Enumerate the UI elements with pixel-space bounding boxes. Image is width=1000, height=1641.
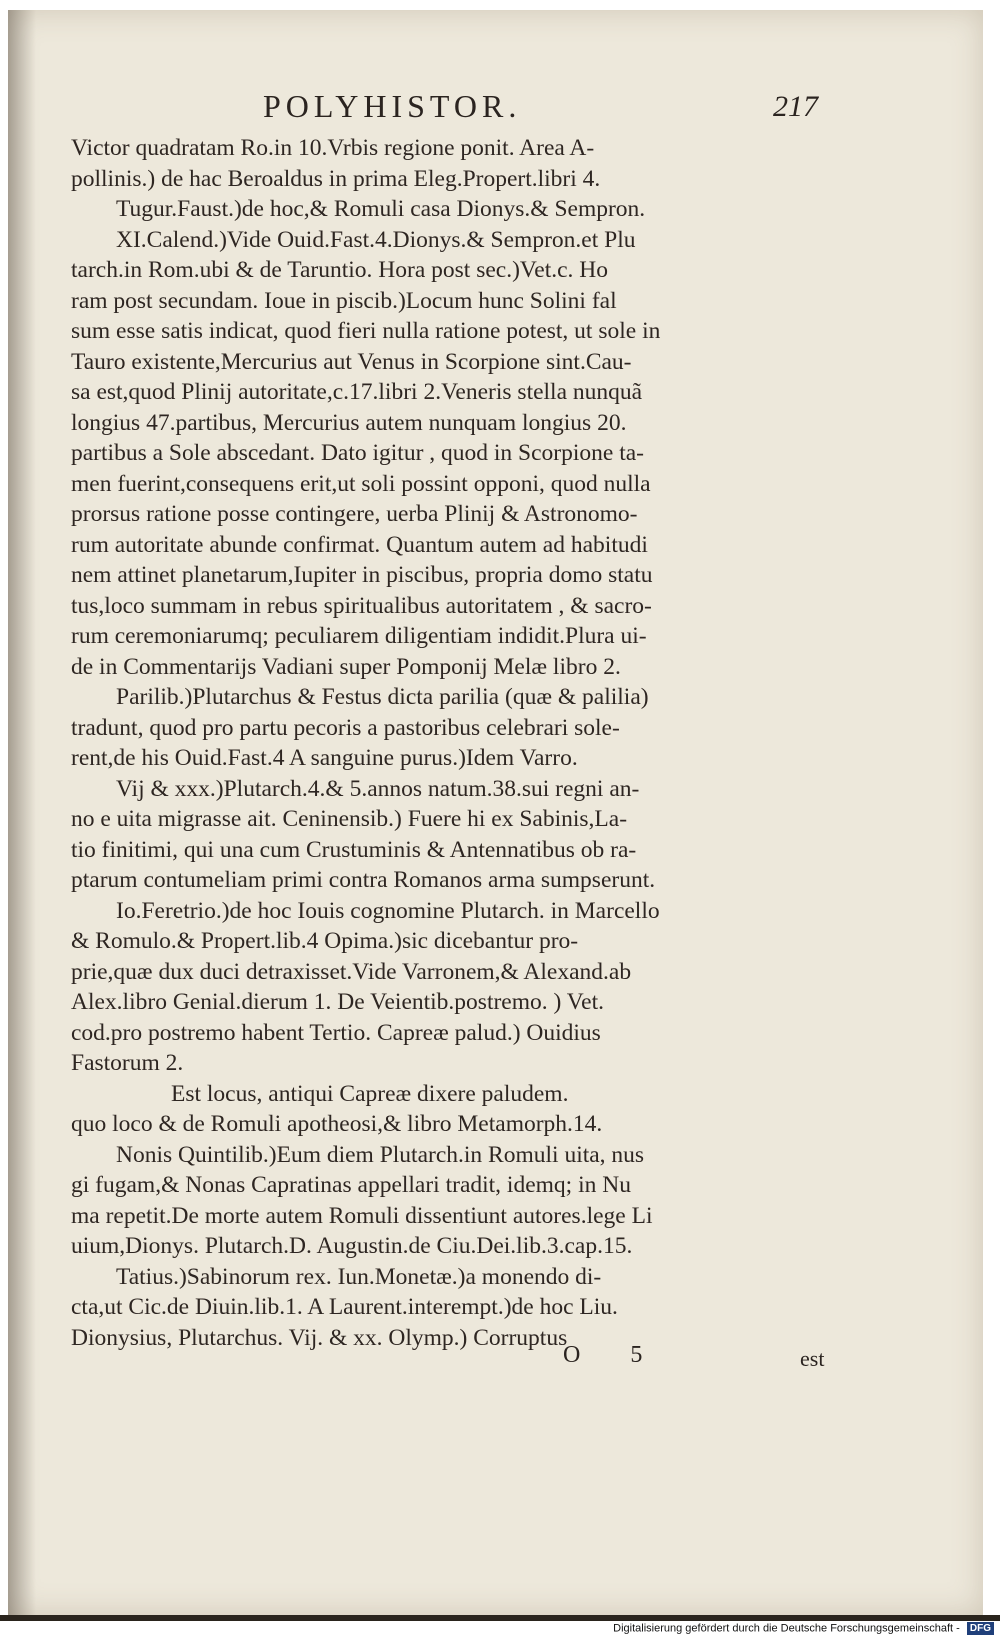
text-line: no e uita migrasse ait. Ceninensib.) Fuere hi ex Sabinis,La-	[71, 806, 628, 832]
text-line: Est locus, antiqui Capreæ dixere paludem.	[171, 1080, 569, 1107]
text-line: Dionysius, Plutarchus. Vij. & xx. Olymp.) Corruptus	[71, 1324, 568, 1351]
text-line: ptarum contumeliam primi contra Romanos arma sumpserunt.	[71, 867, 656, 893]
text-line: longius 47.partibus, Mercurius autem nunquam longius 20.	[71, 409, 627, 436]
text-line: tarch.in Rom.ubi & de Taruntio. Hora post sec.)Vet.c. Ho	[71, 257, 609, 283]
text-line: sum esse satis indicat, quod fieri nulla ratione potest, ut sole in	[71, 318, 661, 344]
digitization-credit	[613, 1622, 994, 1640]
text-line: prorsus ratione posse contingere, uerba Plinij & Astronomo-	[71, 501, 638, 527]
text-line: tradunt, quod pro partu pecoris a pastoribus celebrari sole-	[71, 714, 620, 741]
body-text	[71, 133, 831, 1353]
text-line: de in Commentarijs Vadiani super Pomponij Melæ libro 2.	[71, 653, 621, 680]
signature-mark: O 5	[563, 1342, 665, 1368]
text-line: Victor quadratam Ro.in 10.Vrbis regione ponit. Area A-	[71, 135, 595, 161]
dfg-logo: DFG	[967, 1622, 994, 1635]
text-line: pollinis.) de hac Beroaldus in prima Eleg.Propert.libri 4.	[71, 165, 601, 192]
credit-text: Digitalisierung gefördert durch die Deutsche Forschungsgemeinschaft -	[613, 1622, 960, 1635]
text-line: tio finitimi, qui una cum Crustuminis & Antennatibus ob ra-	[71, 836, 637, 863]
text-line: cod.pro postremo habent Tertio. Capreæ palud.) Ouidius	[71, 1019, 601, 1046]
text-line: XI.Calend.)Vide Ouid.Fast.4.Dionys.& Sempron.et Plu	[116, 226, 636, 253]
text-line: uium,Dionys. Plutarch.D. Augustin.de Ciu.Dei.lib.3.cap.15.	[71, 1233, 633, 1259]
text-line: & Romulo.& Propert.lib.4 Opima.)sic dicebantur pro-	[71, 928, 579, 954]
text-line: prie,quæ dux duci detraxisset.Vide Varronem,& Alexand.ab	[71, 958, 632, 985]
text-line: men fuerint,consequens erit,ut soli possint opponi, quod nulla	[71, 470, 651, 497]
text-line: Vij & xxx.)Plutarch.4.& 5.annos natum.38.sui regni an-	[116, 775, 640, 802]
text-line: sa est,quod Plinij autoritate,c.17.libri 2.Veneris stella nunquã	[71, 379, 643, 405]
running-title: POLYHISTOR.	[263, 88, 522, 124]
text-line: cta,ut Cic.de Diuin.lib.1. A Laurent.interempt.)de hoc Liu.	[71, 1294, 618, 1320]
text-line: rent,de his Ouid.Fast.4 A sanguine purus.)Idem Varro.	[71, 745, 578, 771]
book-page	[8, 10, 983, 1615]
text-line: gi fugam,& Nonas Capratinas appellari tradit, idemq; in Nu	[71, 1172, 631, 1198]
text-line: ma repetit.De morte autem Romuli dissentiunt autores.lege Li	[71, 1202, 653, 1229]
running-head	[8, 88, 983, 128]
text-line: Alex.libro Genial.dierum 1. De Veientib.postremo. ) Vet.	[71, 989, 604, 1015]
text-line: Io.Feretrio.)de hoc Iouis cognomine Plutarch. in Marcello	[116, 897, 660, 924]
page-number: 217	[773, 90, 818, 123]
text-line: nem attinet planetarum,Iupiter in piscibus, propria domo statu	[71, 562, 653, 588]
text-line: Tugur.Faust.)de hoc,& Romuli casa Dionys.& Sempron.	[116, 196, 646, 222]
text-line: Fastorum 2.	[71, 1050, 184, 1076]
text-line: rum autoritate abunde confirmat. Quantum autem ad habitudi	[71, 531, 648, 558]
text-line: quo loco & de Romuli apotheosi,& libro Metamorph.14.	[71, 1111, 603, 1137]
catchword: est	[800, 1346, 825, 1371]
text-line: Tauro existente,Mercurius aut Venus in Scorpione sint.Cau-	[71, 348, 632, 375]
text-line: partibus a Sole abscedant. Dato igitur , quod in Scorpione ta-	[71, 440, 645, 466]
text-line: rum ceremoniarumq; peculiarem diligentiam indidit.Plura ui-	[71, 623, 647, 649]
text-line: Nonis Quintilib.)Eum diem Plutarch.in Romuli uita, nus	[116, 1141, 645, 1168]
page-bottom-edge	[0, 1615, 1000, 1621]
text-line: tus,loco summam in rebus spiritualibus autoritatem , & sacro-	[71, 592, 652, 619]
text-line: ram post secundam. Ioue in piscib.)Locum hunc Solini fal	[71, 287, 617, 314]
text-line: Parilib.)Plutarchus & Festus dicta parilia (quæ & palilia)	[116, 684, 649, 710]
text-line: Tatius.)Sabinorum rex. Iun.Monetæ.)a monendo di-	[116, 1263, 602, 1290]
